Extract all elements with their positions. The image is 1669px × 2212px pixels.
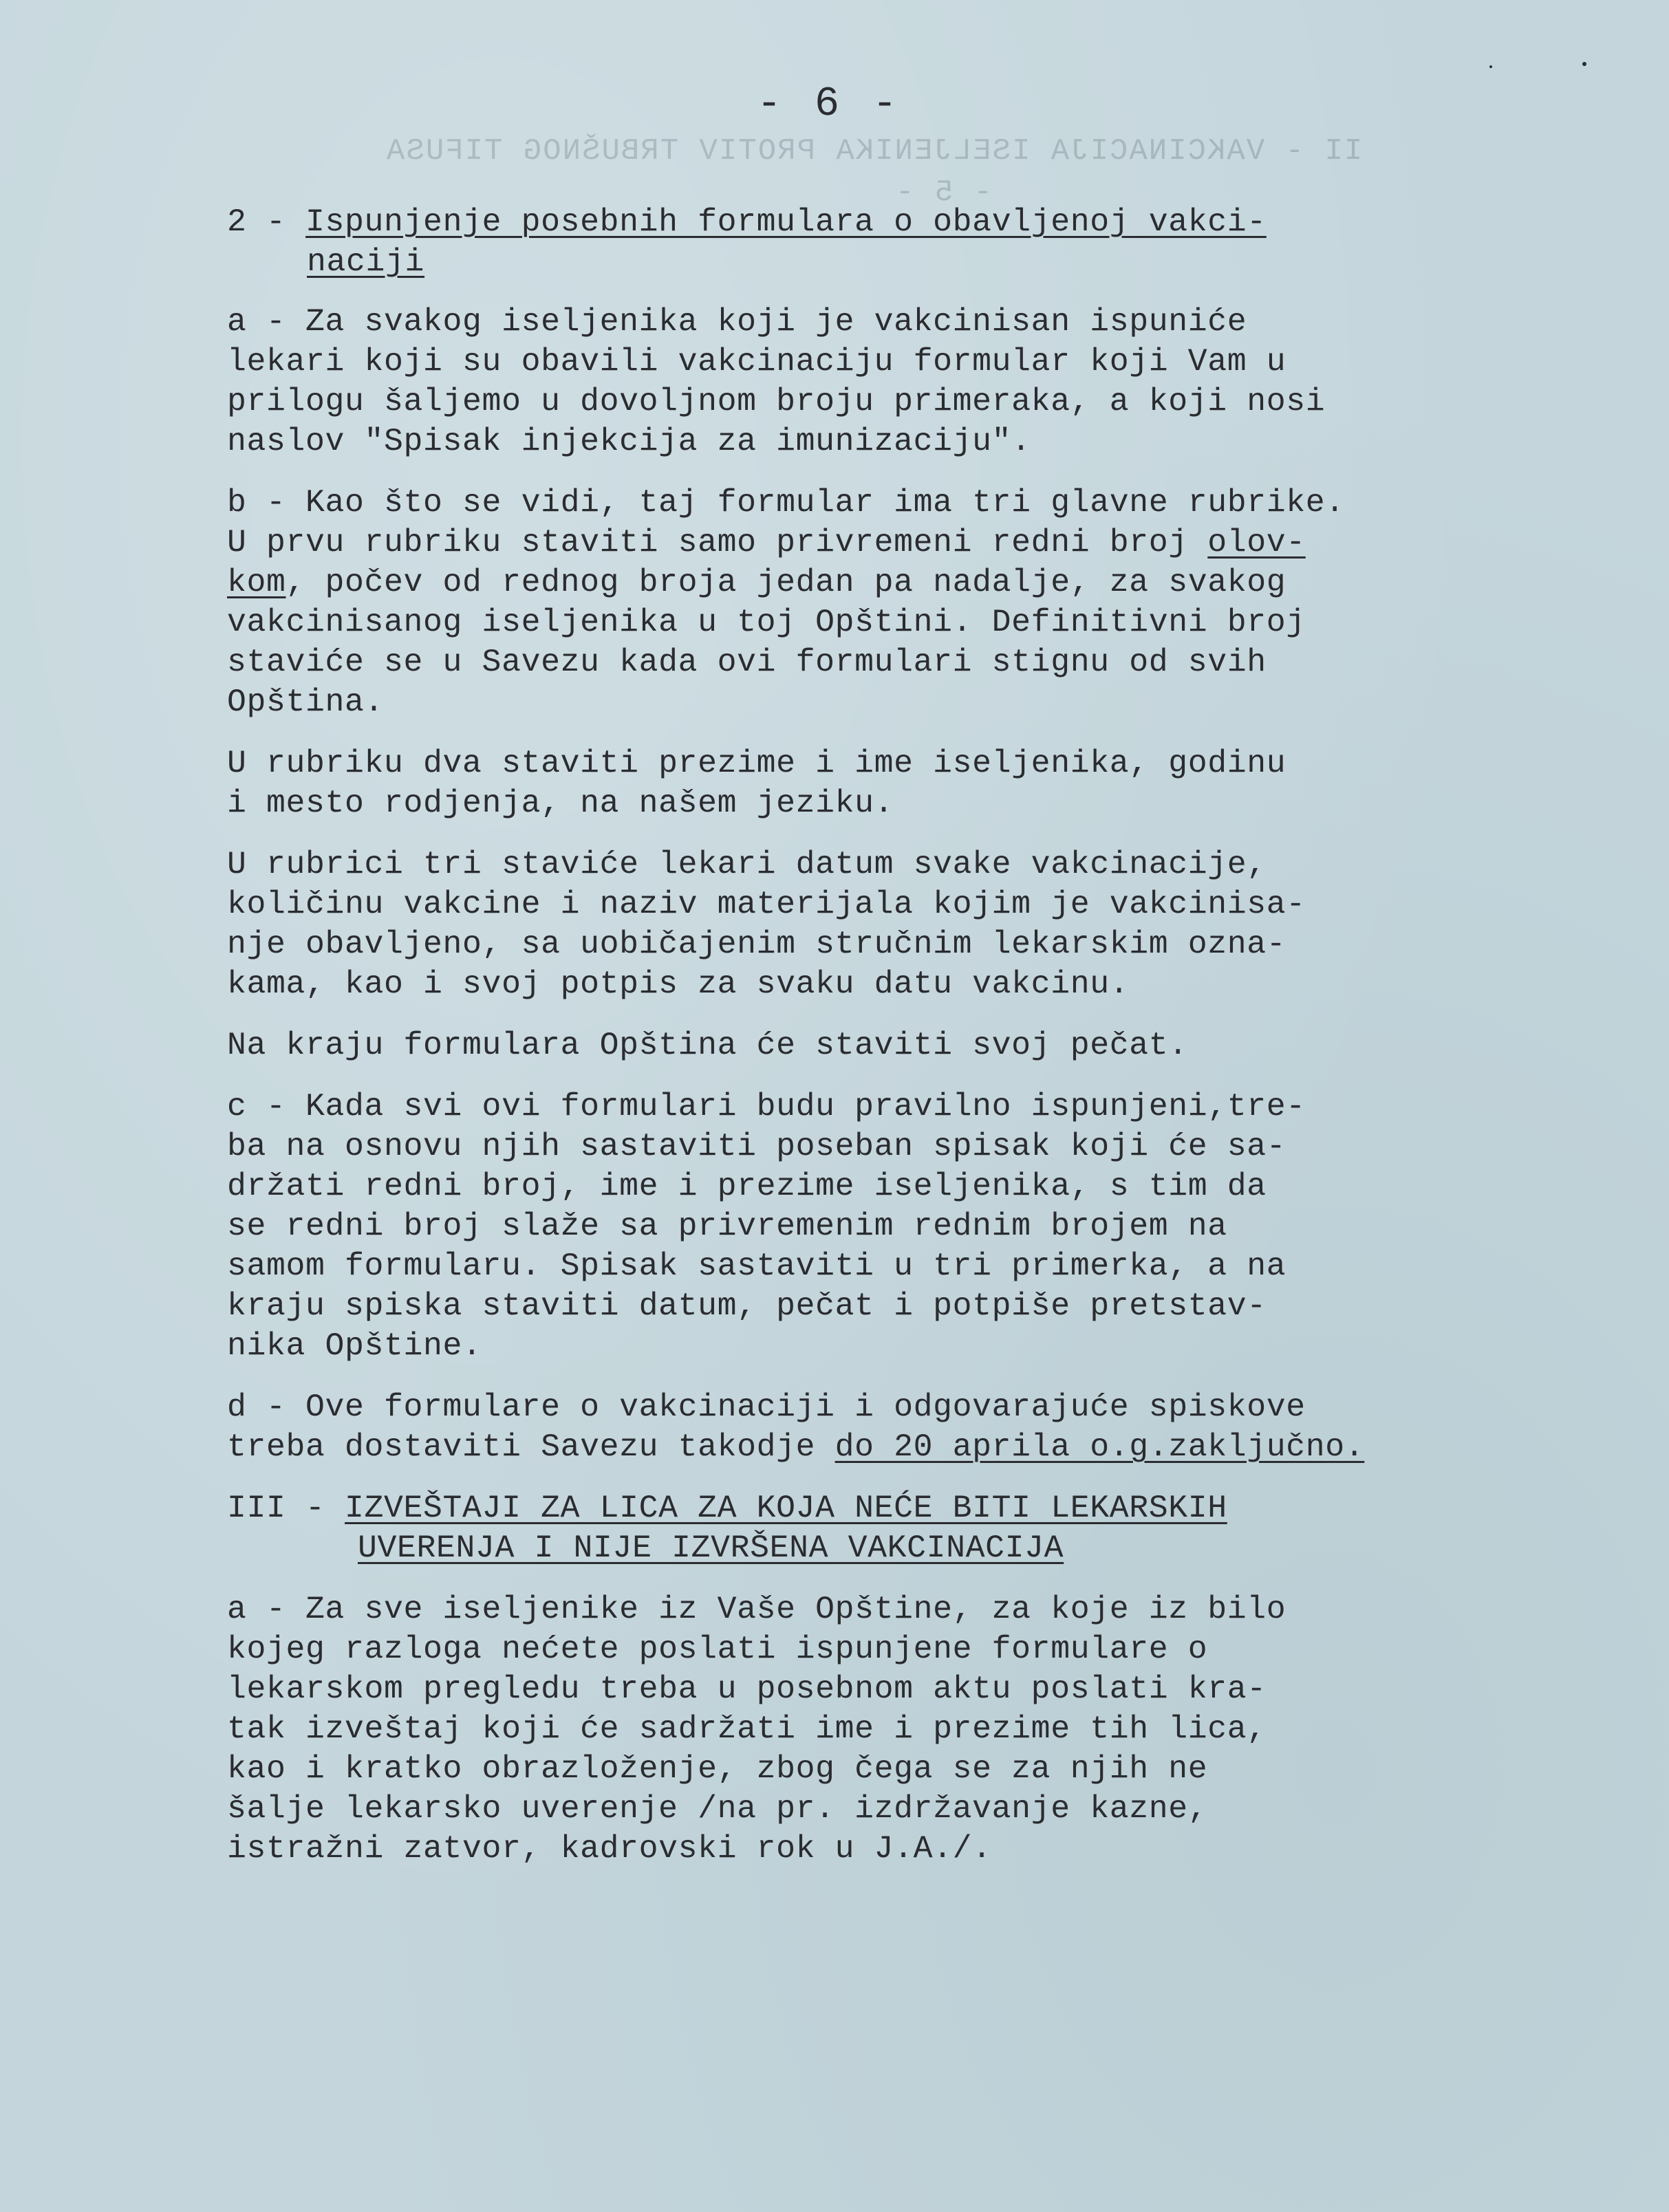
text-segment: Na kraju formulara Opština će staviti svoj pečat.	[227, 1027, 1188, 1063]
text-line	[227, 1327, 482, 1364]
text-segment: d - Ove formulare o vakcinaciji i odgovarajuće spiskove	[227, 1389, 1306, 1425]
text-segment: prilogu šaljemo u dovoljnom broju primeraka, a koji nosi	[227, 383, 1326, 420]
ink-speck	[1489, 65, 1492, 68]
text-line	[227, 846, 1267, 882]
text-line	[227, 484, 1345, 521]
text-segment: U prvu rubriku staviti samo privremeni redni broj	[227, 524, 1208, 561]
text-segment: istražni zatvor, kadrovski rok u J.A./.	[227, 1830, 992, 1867]
text-segment: c - Kada svi ovi formulari budu pravilno ispunjeni,tre-	[227, 1088, 1306, 1125]
text-segment: b - Kao što se vidi, taj formular ima tri glavne rubrike.	[227, 484, 1345, 521]
text-segment: naslov "Spisak injekcija za imunizaciju".	[227, 423, 1031, 459]
text-segment: ba na osnovu njih sastaviti poseban spisak koji će sa-	[227, 1128, 1286, 1164]
text-segment: lekari koji su obavili vakcinaciju formular koji Vam u	[227, 343, 1286, 380]
text-line	[227, 1290, 1267, 1323]
text-line	[227, 524, 1306, 561]
text-line	[227, 1490, 1227, 1526]
text-line	[227, 886, 1306, 922]
text-line	[227, 1027, 1188, 1063]
text-segment: U rubriku dva staviti prezime i ime iseljenika, godinu	[227, 745, 1286, 781]
text-line	[227, 926, 1286, 962]
text-line	[358, 1532, 1064, 1565]
text-segment: šalje lekarsko uverenje /na pr. izdržavanje kazne,	[227, 1790, 1208, 1827]
text-line	[227, 785, 894, 821]
text-line	[227, 1591, 1286, 1627]
text-line	[227, 644, 1267, 680]
text-line	[227, 1250, 1286, 1283]
text-segment: a - Za svakog iseljenika koji je vakcinisan ispuniće	[227, 303, 1247, 340]
underlined-text: Ispunjenje posebnih formulara o obavljenoj vakci-	[305, 204, 1267, 240]
text-segment: kraju spiska staviti datum, pečat i potpiše pretstav-	[227, 1288, 1267, 1324]
text-line	[227, 1790, 1208, 1827]
text-segment: 2 -	[227, 204, 306, 240]
text-segment: treba dostaviti Savezu takodje	[227, 1429, 835, 1465]
text-segment: nje obavljeno, sa uobičajenim stručnim lekarskim ozna-	[227, 926, 1286, 962]
text-line	[227, 1750, 1208, 1787]
text-line	[227, 383, 1326, 420]
bleed-through-text: II - VAKCINACIJA ISELJENIKA PROTIV TRBUŠNOG TIFUSA	[385, 134, 1363, 169]
text-segment: III -	[227, 1490, 345, 1526]
text-line	[227, 1208, 1227, 1244]
text-segment: tak izveštaj koji će sadržati ime i prezime tih lica,	[227, 1711, 1267, 1747]
text-segment: nika Opštine.	[227, 1327, 482, 1364]
underlined-text: naciji	[307, 243, 425, 280]
underlined-text: do 20 aprila o.g.zaključno.	[834, 1429, 1365, 1465]
underlined-text: IZVEŠTAJI ZA LICA ZA KOJA NEĆE BITI LEKARSKIH	[345, 1490, 1227, 1526]
text-segment: količinu vakcine i naziv materijala kojim je vakcinisa-	[227, 886, 1306, 922]
text-line	[227, 303, 1247, 340]
text-segment: kojeg razloga nećete poslati ispunjene formulare o	[227, 1631, 1208, 1667]
text-line	[227, 1128, 1286, 1164]
text-segment: a - Za sve iseljenike iz Vaše Opštine, za koje iz bilo	[227, 1591, 1286, 1627]
text-line	[227, 1631, 1208, 1667]
text-segment: kama, kao i svoj potpis za svaku datu vakcinu.	[227, 966, 1130, 1002]
text-line	[227, 1713, 1267, 1746]
text-segment: samom formularu. Spisak sastaviti u tri primerka, a na	[227, 1248, 1286, 1284]
page-number: - 6 -	[757, 81, 902, 128]
underlined-text: kom	[227, 564, 286, 600]
text-line	[307, 243, 425, 280]
text-segment: , počev od rednog broja jedan pa nadalje, za svakog	[286, 564, 1286, 600]
bleed-through-text: - 5 -	[894, 175, 993, 210]
text-line	[227, 1088, 1306, 1125]
text-line	[227, 564, 1286, 600]
text-segment: lekarskom pregledu treba u posebnom aktu poslati kra-	[227, 1671, 1267, 1707]
text-segment: staviće se u Savezu kada ovi formulari stignu od svih	[227, 644, 1267, 680]
text-segment: Opština.	[227, 684, 385, 720]
text-line	[227, 604, 1306, 640]
text-segment: i mesto rodjenja, na našem jeziku.	[227, 785, 894, 821]
text-line	[227, 1168, 1267, 1204]
text-line	[227, 745, 1286, 781]
text-segment: kao i kratko obrazloženje, zbog čega se za njih ne	[227, 1750, 1208, 1787]
underlined-text: UVERENJA I NIJE IZVRŠENA VAKCINACIJA	[358, 1530, 1064, 1566]
text-segment: držati redni broj, ime i prezime iseljenika, s tim da	[227, 1168, 1267, 1204]
underlined-text: olov-	[1207, 524, 1306, 561]
text-line	[227, 343, 1286, 380]
text-segment: se redni broj slaže sa privremenim rednim brojem na	[227, 1208, 1227, 1244]
text-line	[227, 1391, 1306, 1424]
text-line	[227, 423, 1031, 459]
text-segment: U rubrici tri staviće lekari datum svake vakcinacije,	[227, 846, 1267, 882]
text-line	[227, 968, 1129, 1001]
text-segment: vakcinisanog iseljenika u toj Opštini. Definitivni broj	[227, 604, 1306, 640]
text-line	[227, 1830, 992, 1867]
text-line	[227, 206, 1267, 239]
ink-speck	[1582, 62, 1586, 66]
text-line	[227, 1431, 1364, 1464]
text-line	[227, 686, 384, 719]
text-line	[227, 1673, 1267, 1706]
